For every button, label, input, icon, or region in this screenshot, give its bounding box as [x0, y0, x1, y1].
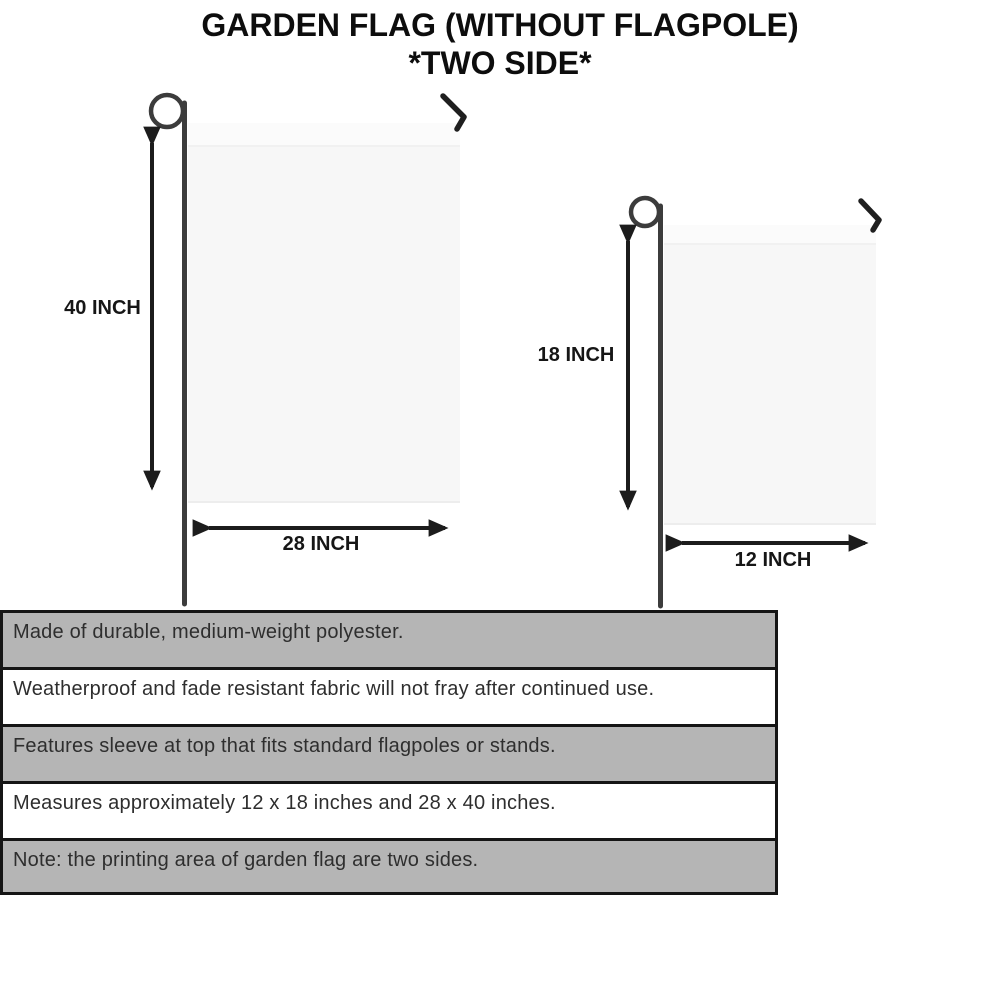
small-flag [664, 225, 876, 525]
small-flag-height-label: 18 INCH [537, 344, 615, 366]
large-flag [188, 123, 460, 503]
small-flag-width-label: 12 INCH [734, 549, 812, 571]
title-line-2: *TWO SIDE* [408, 45, 592, 81]
feature-row-sleeve: Features sleeve at top that fits standard flagpoles or stands. [3, 727, 775, 784]
feature-row-weatherproof: Weatherproof and fade resistant fabric will not fray after continued use. [3, 670, 775, 727]
large-flag-sleeve [188, 123, 460, 145]
feature-row-note: Note: the printing area of garden flag are two sides. [3, 841, 775, 892]
feature-row-material: Made of durable, medium-weight polyester. [3, 613, 775, 670]
small-flag-group [628, 198, 879, 606]
large-flag-width-label: 28 INCH [282, 533, 360, 555]
small-flag-sleeve [664, 225, 876, 243]
feature-row-measurements: Measures approximately 12 x 18 inches and 28 x 40 inches. [3, 784, 775, 841]
title-line-1: GARDEN FLAG (WITHOUT FLAGPOLE) [201, 7, 799, 43]
small-flag-pole-loop-icon [631, 198, 659, 226]
large-flag-group [151, 95, 464, 604]
large-flag-pole-loop-icon [151, 95, 183, 127]
feature-table [0, 610, 778, 895]
large-flag-height-label: 40 INCH [64, 297, 141, 319]
